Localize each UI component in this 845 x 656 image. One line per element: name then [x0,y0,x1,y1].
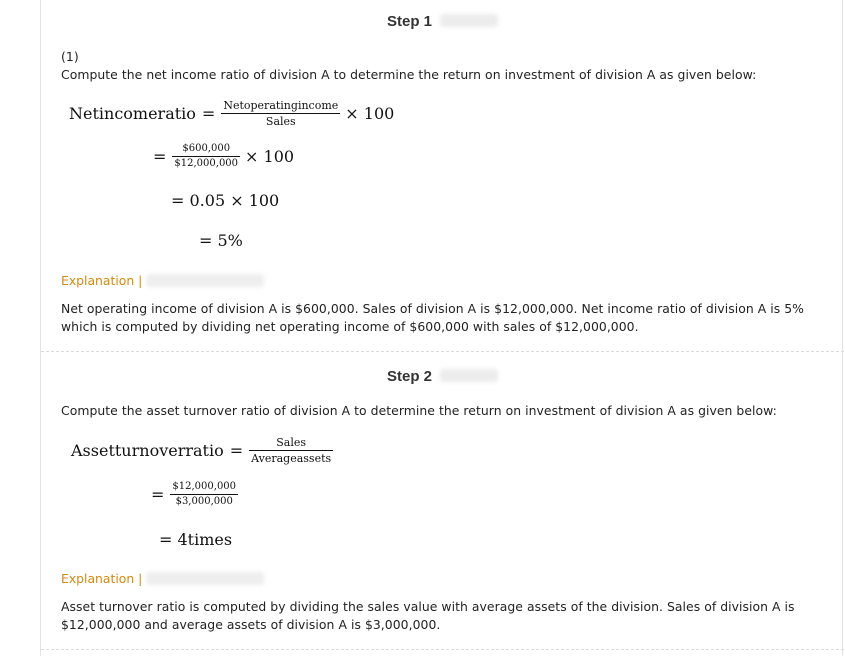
step1-eq2-fraction [172,143,240,170]
step1-equation-2 [153,143,294,170]
step1-eq2-numerator: $600,000 [172,143,240,157]
step-divider-bottom [41,649,844,650]
step1-intro: Compute the net income ratio of division A to determine the return on investment of division A as given below: [61,67,757,82]
step2-equation-3 [159,529,232,549]
step1-part-label: (1) [61,49,79,64]
step2-eq1-numerator: Sales [249,436,333,451]
step1-eq1-lhs: Netincomeratio [69,104,196,123]
step2-equation-1 [71,436,333,465]
step2-blurred-meta [440,369,498,382]
step1-eq2-multiplier: × 100 [245,147,295,166]
step1-equation-4 [199,230,243,250]
step2-eq2-denominator: $3,000,000 [175,496,233,507]
step1-eq1-numerator: Netoperatingincome [223,99,339,112]
step-divider [41,351,844,352]
step2-explanation-header [61,571,264,586]
step1-eq2-denominator: $12,000,000 [174,158,239,169]
step2-eq1-lhs: Assetturnoverratio [71,441,224,460]
step2-explanation-label: Explanation | [61,571,143,586]
step2-intro: Compute the asset turnover ratio of division A to determine the return on investment of division A as given below: [61,403,777,418]
step1-title: Step 1 [386,13,432,30]
step1-equation-1 [69,99,394,128]
step2-eq2-numerator: $12,000,000 [170,481,238,495]
step2-equation-2 [151,481,238,508]
step1-equation-3 [171,190,279,210]
step1-eq1-denominator: Sales [265,115,296,128]
solution-panel [40,0,843,656]
step1-header [41,13,844,30]
step2-eq2-fraction [170,481,238,508]
step2-eq1-fraction [249,436,333,465]
equals-sign: = [229,441,244,460]
step1-eq1-multiplier: × 100 [345,104,395,123]
step1-eq4: = 5% [199,231,243,250]
equals-sign: = [153,147,167,166]
step2-blurred-explanation-meta [146,572,264,585]
step1-explanation-header [61,273,264,288]
step1-explanation-text: Net operating income of division A is $600,000. Sales of division A is $12,000,000. Net income ratio of division A is 5% which is computed by dividing net operating income of $600,000 with sales of $12,000,000. [61,301,804,334]
step1-eq1-fraction [221,99,340,128]
step2-eq1-denominator: Averageassets [251,452,332,465]
step2-eq3: = 4times [159,530,233,549]
step1-eq3: = 0.05 × 100 [171,191,280,210]
equals-sign: = [201,104,216,123]
step2-title: Step 2 [386,368,432,385]
step2-header [41,368,844,385]
step1-blurred-explanation-meta [146,274,264,287]
step2-explanation-text: Asset turnover ratio is computed by dividing the sales value with average assets of the division. Sales of division A is $12,000,000 and average assets of division A is $3,000,000. [61,599,795,632]
step1-explanation-label: Explanation | [61,273,143,288]
equals-sign: = [151,485,165,504]
step1-blurred-meta [440,14,498,27]
